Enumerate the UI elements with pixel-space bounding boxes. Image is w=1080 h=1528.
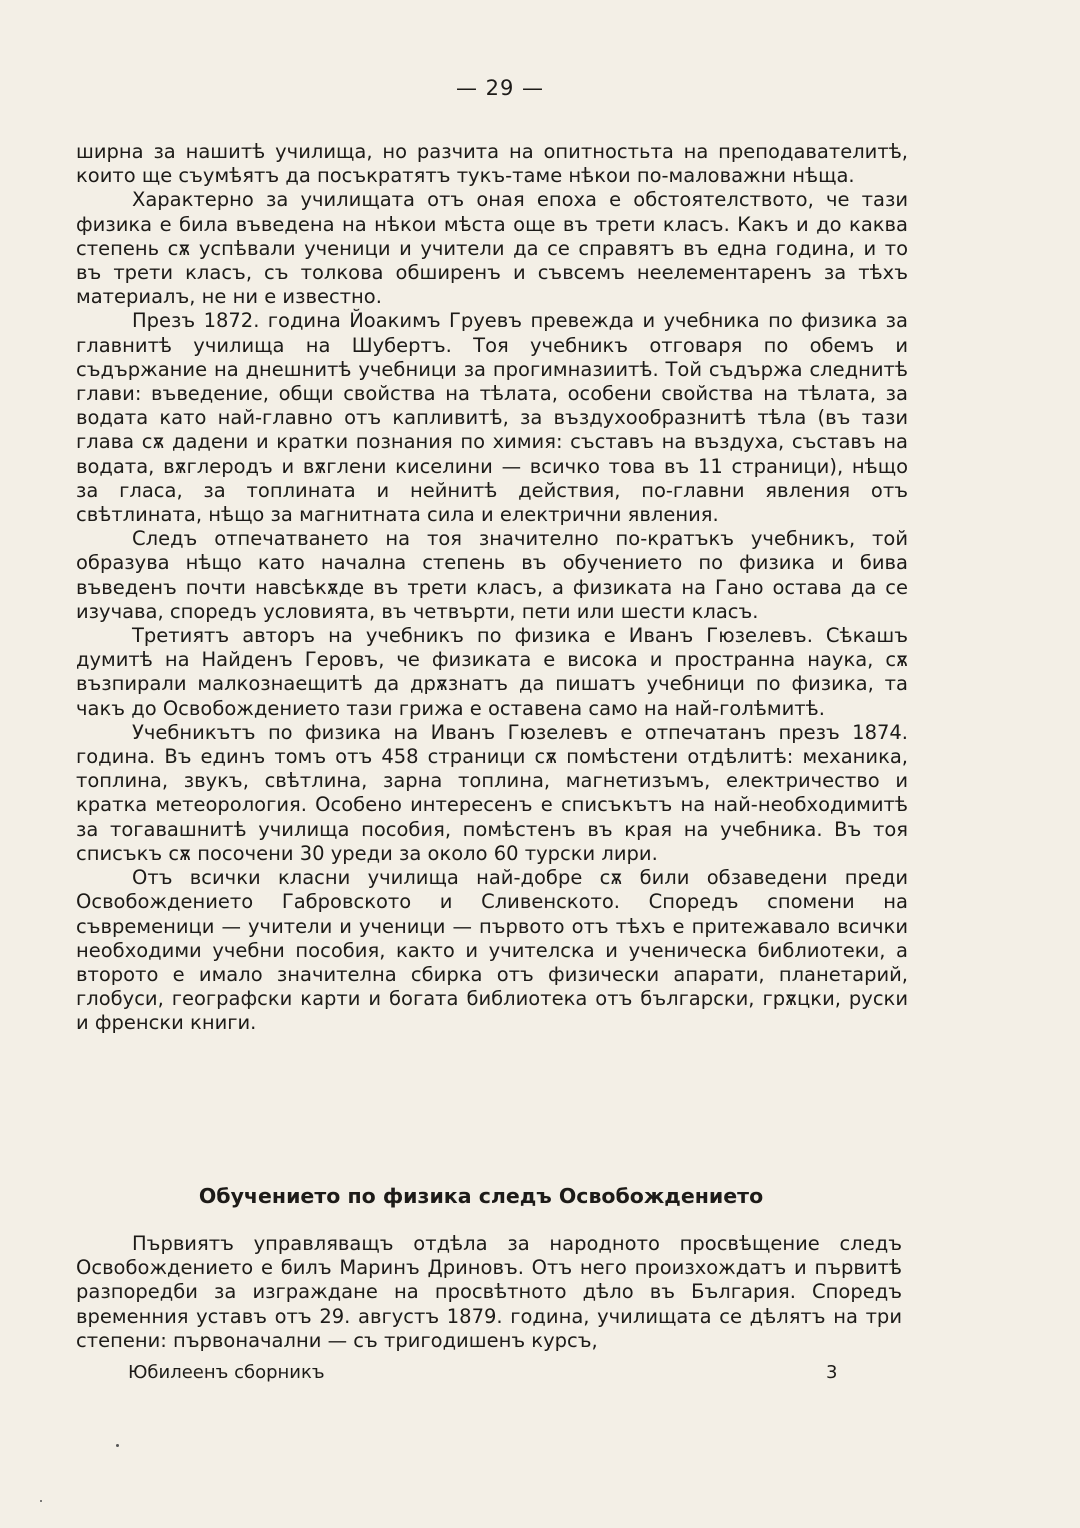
paper-speck — [116, 1444, 119, 1447]
section-text — [76, 1232, 902, 1353]
paragraph: Следъ отпечатването на тоя значително по-кратъкъ учебникъ, той образува нѣщо като начална степень въ обучението по физика и бива въведенъ почти навсѣкѫде въ трети класъ, а физиката на Гано остава да се изучава, споредъ условията, въ четвърти, пети или шести класъ. — [76, 527, 908, 623]
paragraph: Презъ 1872. година Йоакимъ Груевъ превежда и учебника по физика за главнитѣ училища на Шубертъ. Тоя учебникъ отговаря по обемъ и съдържание на днешнитѣ учебници за прогимназиитѣ. Той съдържа следнитѣ глави: въведение, общи свойства на тѣлата, особени свойства на тѣлата, за водата като най-главно отъ капливитѣ, за въздухообразнитѣ тѣла (въ тази глава сѫ дадени и кратки познания по химия: съставъ на въздуха, съставъ на водата, вѫглеродъ и вѫглени киселини — всичко това въ 11 страници), нѣщо за гласа, за топлината и нейнитѣ действия, по-главни явления отъ свѣтлината, нѣщо за магнитната сила и електрични явления. — [76, 309, 908, 527]
paragraph: Първиятъ управляващъ отдѣла за народното просвѣщение следъ Освобождението е билъ Маринъ Дриновъ. Отъ него произхождатъ и първитѣ разпоредби за изграждане на просвѣтното дѣло въ България. Споредъ временния уставъ отъ 29. августъ 1879. година, училищата се дѣлятъ на три степени: първоначални — съ тригодишенъ курсъ, — [76, 1232, 902, 1352]
page-number: — 29 — — [455, 76, 545, 100]
paragraph: Отъ всички класни училища най-добре сѫ били обзаведени преди Освобождението Габровското и Сливенското. Споредъ спомени на съвременици — учители и ученици — първото отъ тѣхъ е притежавало всички необходими учебни пособия, както и учителска и ученическа библиотеки, а второто е имало значителна сбирка отъ физически апарати, планетарий, глобуси, географски карти и богата библиотека отъ български, грѫцки, руски и френски книги. — [76, 866, 908, 1035]
footer-book-title: Юбилеенъ сборникъ — [128, 1362, 325, 1383]
section-heading: Обучението по физика следъ Освобождението — [198, 1184, 764, 1208]
footer-signature-mark: 3 — [826, 1362, 838, 1383]
paragraph: Учебникътъ по физика на Иванъ Гюзелевъ е отпечатанъ презъ 1874. година. Въ единъ томъ отъ 458 страници сѫ помѣстени отдѣлитѣ: механика, топлина, звукъ, свѣтлина, зарна топлина, магнетизъмъ, електричество и кратка метеорология. Особено интересенъ е списъкътъ на най-необходимитѣ за тогавашнитѣ училища пособия, помѣстенъ въ края на учебника. Въ тоя списъкъ сѫ посочени 30 уреди за около 60 турски лири. — [76, 720, 908, 865]
paragraph: Характерно за училищата отъ оная епоха е обстоятелството, че тази физика е била въведена на нѣкои мѣста още въ трети класъ. Какъ и до каква степень сѫ успѣвали ученици и учители да се справятъ въ една година, и то въ трети класъ, съ толкова обширенъ и съвсемъ неелементаренъ за тѣхъ материалъ, не ни е известно. — [76, 188, 908, 309]
paragraph-continued: ширна за нашитѣ училища, но разчита на опитностьта на преподавателитѣ, които ще съумѣятъ да посъкратятъ тукъ-таме нѣкои по-маловажни нѣща. — [76, 140, 908, 188]
main-text — [76, 140, 908, 1036]
paragraph: Третиятъ авторъ на учебникъ по физика е Иванъ Гюзелевъ. Сѣкашъ думитѣ на Найденъ Геровъ, че физиката е висока и пространна наука, сѫ възпирали малкознаещитѣ да дрѫзнатъ да пишатъ учебници по физика, та чакъ до Освобождението тази грижа е оставена само на най-голѣмитѣ. — [76, 624, 908, 720]
paper-speck — [40, 1500, 42, 1502]
